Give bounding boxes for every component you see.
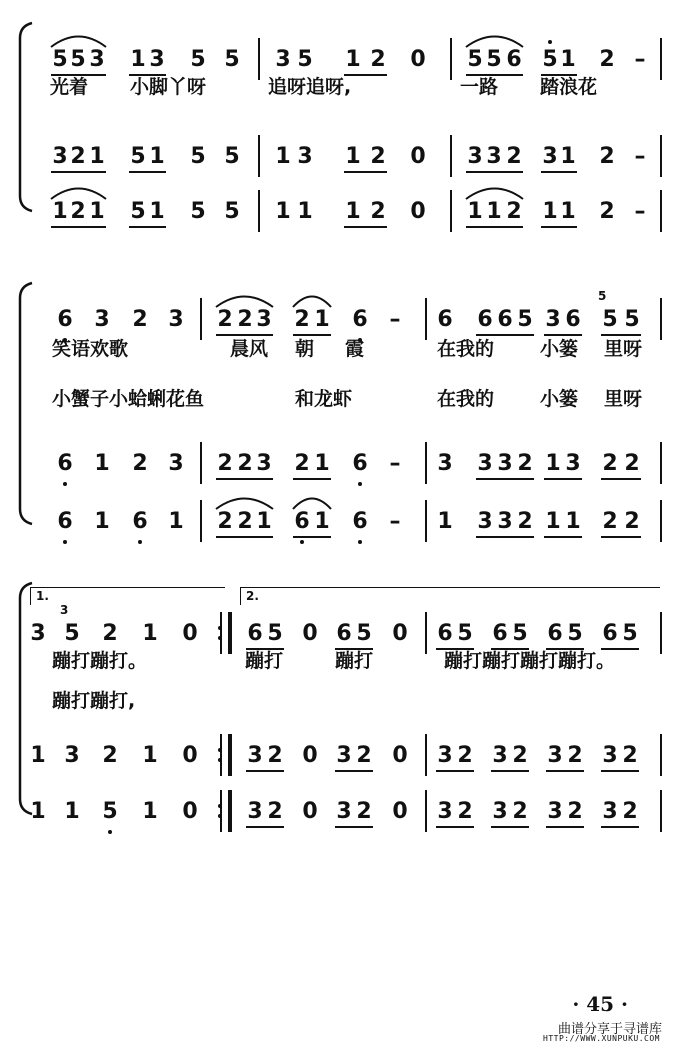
note: 3 xyxy=(467,144,483,169)
repeat-dot xyxy=(218,804,222,808)
note: 1 xyxy=(565,509,581,534)
bar-line xyxy=(425,500,427,542)
note: 3 xyxy=(497,451,513,476)
octave-dot-low xyxy=(358,482,362,486)
lyric: 光着 xyxy=(50,76,89,98)
note: 5 xyxy=(486,47,502,72)
note: 1 xyxy=(345,144,361,169)
note: 0 xyxy=(410,144,426,169)
note: 5 xyxy=(517,307,533,332)
lyric: 里呀 xyxy=(604,338,643,360)
lyric: 在我的 xyxy=(437,338,495,360)
note: – xyxy=(634,47,646,72)
slur xyxy=(292,296,332,308)
grace-note: 5 xyxy=(598,289,607,303)
note: 0 xyxy=(182,799,198,824)
beam xyxy=(335,826,373,828)
note: 5 xyxy=(224,47,240,72)
note: 1 xyxy=(30,743,46,768)
note: 1 xyxy=(30,799,46,824)
octave-dot-low xyxy=(63,482,67,486)
note: 1 xyxy=(560,47,576,72)
note: 6 xyxy=(352,307,368,332)
note: 6 xyxy=(506,47,522,72)
note: 6 xyxy=(57,451,73,476)
note: 3 xyxy=(247,743,263,768)
lyric: 一路 xyxy=(460,76,499,98)
note: 3 xyxy=(547,743,563,768)
note: 2 xyxy=(624,451,640,476)
lyric: 朝 xyxy=(295,338,315,360)
note: 3 xyxy=(52,144,68,169)
bar-line xyxy=(425,612,427,654)
beam xyxy=(601,770,639,772)
note: 2 xyxy=(567,799,583,824)
lyric: 蹦打蹦打。 xyxy=(52,650,148,672)
note: 2 xyxy=(370,144,386,169)
note: 0 xyxy=(182,743,198,768)
note: 3 xyxy=(247,799,263,824)
volta-edge xyxy=(240,587,241,605)
octave-dot-low xyxy=(358,540,362,544)
note: 2 xyxy=(622,743,638,768)
beam xyxy=(344,226,387,228)
note: 1 xyxy=(467,199,483,224)
note: 3 xyxy=(336,799,352,824)
note: 3 xyxy=(477,509,493,534)
note: 3 xyxy=(64,743,80,768)
beam xyxy=(544,334,582,336)
note: 3 xyxy=(256,451,272,476)
beam xyxy=(476,478,534,480)
note: 5 xyxy=(224,144,240,169)
note: 0 xyxy=(410,47,426,72)
bar-line xyxy=(220,734,222,776)
note: 6 xyxy=(477,307,493,332)
beam xyxy=(246,770,284,772)
beam xyxy=(541,171,577,173)
note: 2 xyxy=(517,451,533,476)
bar-line xyxy=(220,612,222,654)
lyric: 小篓 xyxy=(540,388,579,410)
beam xyxy=(293,478,331,480)
note: 2 xyxy=(624,509,640,534)
bar-line xyxy=(425,790,427,832)
repeat-bar xyxy=(228,612,232,654)
note: 0 xyxy=(392,621,408,646)
octave-dot-low xyxy=(300,540,304,544)
lyric: 在我的 xyxy=(437,388,495,410)
note: 2 xyxy=(70,199,86,224)
note: 3 xyxy=(256,307,272,332)
note: 6 xyxy=(565,307,581,332)
note: 0 xyxy=(410,199,426,224)
repeat-dot xyxy=(218,758,222,762)
note: 3 xyxy=(336,743,352,768)
note: 5 xyxy=(356,621,372,646)
bar-line xyxy=(660,38,662,80)
note: 1 xyxy=(314,451,330,476)
note: 3 xyxy=(486,144,502,169)
note: 1 xyxy=(89,144,105,169)
note: 5 xyxy=(267,621,283,646)
note: 0 xyxy=(302,799,318,824)
note: 2 xyxy=(217,307,233,332)
bar-line xyxy=(660,298,662,340)
beam xyxy=(541,226,577,228)
note: 0 xyxy=(302,621,318,646)
note: 1 xyxy=(314,509,330,534)
note: 1 xyxy=(94,509,110,534)
beam xyxy=(436,770,474,772)
note: 6 xyxy=(57,509,73,534)
bar-line xyxy=(660,135,662,177)
note: 3 xyxy=(492,799,508,824)
slur xyxy=(215,296,274,308)
note: 2 xyxy=(517,509,533,534)
note: 5 xyxy=(457,621,473,646)
slur xyxy=(465,188,524,200)
note: 1 xyxy=(142,621,158,646)
bar-line xyxy=(425,298,427,340)
note: 5 xyxy=(224,199,240,224)
note: 6 xyxy=(132,509,148,534)
beam xyxy=(491,770,529,772)
beam xyxy=(51,171,106,173)
beam xyxy=(546,826,584,828)
note: 2 xyxy=(267,743,283,768)
note: 6 xyxy=(57,307,73,332)
bar-line xyxy=(660,734,662,776)
bar-line xyxy=(200,298,202,340)
bar-line xyxy=(450,38,452,80)
note: 3 xyxy=(492,743,508,768)
repeat-bar xyxy=(228,790,232,832)
note: 3 xyxy=(602,743,618,768)
beam xyxy=(129,171,166,173)
note: 1 xyxy=(168,509,184,534)
note: 2 xyxy=(102,621,118,646)
note: 2 xyxy=(370,47,386,72)
beam xyxy=(601,826,639,828)
note: 3 xyxy=(437,451,453,476)
system-brace xyxy=(14,582,34,815)
note: 2 xyxy=(237,451,253,476)
note: 2 xyxy=(599,199,615,224)
note: 1 xyxy=(545,509,561,534)
note: 2 xyxy=(237,307,253,332)
note: 3 xyxy=(602,799,618,824)
volta-bracket xyxy=(30,587,225,588)
note: 3 xyxy=(94,307,110,332)
note: 3 xyxy=(168,451,184,476)
note: 2 xyxy=(567,743,583,768)
repeat-dot xyxy=(218,636,222,640)
note: 5 xyxy=(297,47,313,72)
lyric: 晨风 xyxy=(230,338,269,360)
note: 3 xyxy=(497,509,513,534)
beam xyxy=(601,478,641,480)
beam xyxy=(216,334,273,336)
note: 3 xyxy=(547,799,563,824)
note: 2 xyxy=(457,799,473,824)
volta-2: 2. xyxy=(246,589,259,603)
lyric: 蹦打蹦打, xyxy=(52,690,136,712)
volta-bracket xyxy=(240,587,660,588)
bar-line xyxy=(660,442,662,484)
bar-line xyxy=(258,190,260,232)
note: – xyxy=(634,144,646,169)
note: 2 xyxy=(217,509,233,534)
note: 5 xyxy=(567,621,583,646)
note: 2 xyxy=(506,144,522,169)
note: 5 xyxy=(130,144,146,169)
bar-line xyxy=(425,734,427,776)
slur xyxy=(50,188,107,200)
octave-dot-high xyxy=(548,40,552,44)
note: 5 xyxy=(602,307,618,332)
slur xyxy=(465,36,524,48)
watermark-url: HTTP://WWW.XUNPUKU.COM xyxy=(543,1034,660,1043)
bar-line xyxy=(200,442,202,484)
note: 5 xyxy=(624,307,640,332)
note: 1 xyxy=(130,47,146,72)
bar-line xyxy=(660,612,662,654)
note: 1 xyxy=(275,144,291,169)
bar-line xyxy=(450,135,452,177)
note: 1 xyxy=(142,799,158,824)
page-number: · 45 · xyxy=(572,992,628,1016)
slur xyxy=(215,498,274,510)
bar-line xyxy=(660,500,662,542)
note: 6 xyxy=(294,509,310,534)
note: 5 xyxy=(512,621,528,646)
note: 5 xyxy=(102,799,118,824)
note: 2 xyxy=(512,799,528,824)
beam xyxy=(216,478,273,480)
beam xyxy=(335,770,373,772)
lyric: 踏浪花 xyxy=(540,76,598,98)
note: 2 xyxy=(506,199,522,224)
note: 5 xyxy=(130,199,146,224)
bar-line xyxy=(258,135,260,177)
bar-line xyxy=(425,442,427,484)
note: 0 xyxy=(182,621,198,646)
note: 5 xyxy=(542,47,558,72)
beam xyxy=(466,171,523,173)
lyric: 笑语欢歌 xyxy=(52,338,129,360)
note: 3 xyxy=(565,451,581,476)
note: 0 xyxy=(392,799,408,824)
beam xyxy=(544,478,582,480)
note: 1 xyxy=(437,509,453,534)
beam xyxy=(51,226,106,228)
note: 2 xyxy=(217,451,233,476)
note: 5 xyxy=(70,47,86,72)
lyric: 追呀追呀, xyxy=(268,76,352,98)
beam xyxy=(246,826,284,828)
note: 1 xyxy=(297,199,313,224)
lyric: 蹦打 xyxy=(245,650,284,672)
note: 2 xyxy=(602,509,618,534)
note: 1 xyxy=(560,144,576,169)
note: 2 xyxy=(294,451,310,476)
bar-line xyxy=(200,500,202,542)
note: 1 xyxy=(149,199,165,224)
note: 6 xyxy=(602,621,618,646)
note: 2 xyxy=(132,307,148,332)
bar-line xyxy=(660,190,662,232)
note: 3 xyxy=(297,144,313,169)
note: 5 xyxy=(622,621,638,646)
note: 5 xyxy=(190,199,206,224)
octave-dot-low xyxy=(63,540,67,544)
note: 1 xyxy=(142,743,158,768)
note: 2 xyxy=(599,144,615,169)
beam xyxy=(601,334,641,336)
note: 6 xyxy=(247,621,263,646)
note: – xyxy=(389,509,401,534)
octave-dot-low xyxy=(138,540,142,544)
bar-line xyxy=(258,38,260,80)
note: 2 xyxy=(70,144,86,169)
note: 3 xyxy=(545,307,561,332)
beam xyxy=(476,334,534,336)
note: 2 xyxy=(370,199,386,224)
repeat-dot xyxy=(218,814,222,818)
note: 6 xyxy=(437,621,453,646)
repeat-dot xyxy=(218,626,222,630)
note: 3 xyxy=(437,743,453,768)
note: 1 xyxy=(486,199,502,224)
note: 2 xyxy=(294,307,310,332)
note: 2 xyxy=(356,799,372,824)
note: 1 xyxy=(545,451,561,476)
note: 5 xyxy=(190,144,206,169)
note: – xyxy=(389,451,401,476)
note: 1 xyxy=(64,799,80,824)
note: 3 xyxy=(89,47,105,72)
beam xyxy=(293,536,331,538)
note: 6 xyxy=(492,621,508,646)
note: 2 xyxy=(132,451,148,476)
repeat-bar xyxy=(228,734,232,776)
note: 1 xyxy=(560,199,576,224)
volta-1: 1. xyxy=(36,589,49,603)
note: 5 xyxy=(64,621,80,646)
lyric: 小蟹子小蛤蜊花鱼 xyxy=(52,388,205,410)
note: 1 xyxy=(89,199,105,224)
note: 2 xyxy=(622,799,638,824)
lyric: 蹦打 xyxy=(335,650,374,672)
volta-edge xyxy=(30,587,31,605)
note: 6 xyxy=(497,307,513,332)
note: 6 xyxy=(336,621,352,646)
bar-line xyxy=(220,790,222,832)
note: 1 xyxy=(345,199,361,224)
note: 6 xyxy=(437,307,453,332)
note: 5 xyxy=(467,47,483,72)
lyric: 和龙虾 xyxy=(295,388,353,410)
slur xyxy=(50,36,107,48)
note: 1 xyxy=(149,144,165,169)
note: 0 xyxy=(392,743,408,768)
note: 6 xyxy=(352,509,368,534)
note: 2 xyxy=(102,743,118,768)
note: 5 xyxy=(52,47,68,72)
note: 1 xyxy=(314,307,330,332)
beam xyxy=(491,826,529,828)
bar-line xyxy=(450,190,452,232)
system-brace xyxy=(14,282,34,525)
note: 3 xyxy=(275,47,291,72)
note: 3 xyxy=(168,307,184,332)
octave-dot-low xyxy=(108,830,112,834)
note: 2 xyxy=(457,743,473,768)
note: 1 xyxy=(94,451,110,476)
note: 3 xyxy=(542,144,558,169)
note: 3 xyxy=(30,621,46,646)
system-brace xyxy=(14,22,34,212)
note: 2 xyxy=(599,47,615,72)
note: 2 xyxy=(512,743,528,768)
note: 2 xyxy=(356,743,372,768)
watermark-text: 曲谱分享于寻谱库 xyxy=(557,1022,662,1037)
note: 2 xyxy=(237,509,253,534)
beam xyxy=(293,334,331,336)
note: 3 xyxy=(149,47,165,72)
note: 2 xyxy=(267,799,283,824)
note: 1 xyxy=(52,199,68,224)
note: 3 xyxy=(477,451,493,476)
repeat-dot xyxy=(218,748,222,752)
note: 1 xyxy=(256,509,272,534)
slur xyxy=(292,498,332,510)
note: 1 xyxy=(542,199,558,224)
note: 3 xyxy=(437,799,453,824)
beam xyxy=(544,536,582,538)
lyric: 里呀 xyxy=(604,388,643,410)
note: – xyxy=(389,307,401,332)
lyric: 小脚丫呀 xyxy=(130,76,207,98)
beam xyxy=(601,536,641,538)
beam xyxy=(466,226,523,228)
note: 1 xyxy=(345,47,361,72)
note: 2 xyxy=(602,451,618,476)
beam xyxy=(216,536,273,538)
lyric: 霞 xyxy=(345,338,365,360)
beam xyxy=(129,226,166,228)
beam xyxy=(546,770,584,772)
bar-line xyxy=(660,790,662,832)
note: – xyxy=(634,199,646,224)
lyric: 蹦打蹦打蹦打蹦打。 xyxy=(444,650,616,672)
note: 5 xyxy=(190,47,206,72)
note: 0 xyxy=(302,743,318,768)
note: 6 xyxy=(547,621,563,646)
beam xyxy=(344,171,387,173)
lyric: 小篓 xyxy=(540,338,579,360)
note: 1 xyxy=(275,199,291,224)
beam xyxy=(476,536,534,538)
note: 6 xyxy=(352,451,368,476)
beam xyxy=(436,826,474,828)
grace-note: 3 xyxy=(60,603,69,617)
